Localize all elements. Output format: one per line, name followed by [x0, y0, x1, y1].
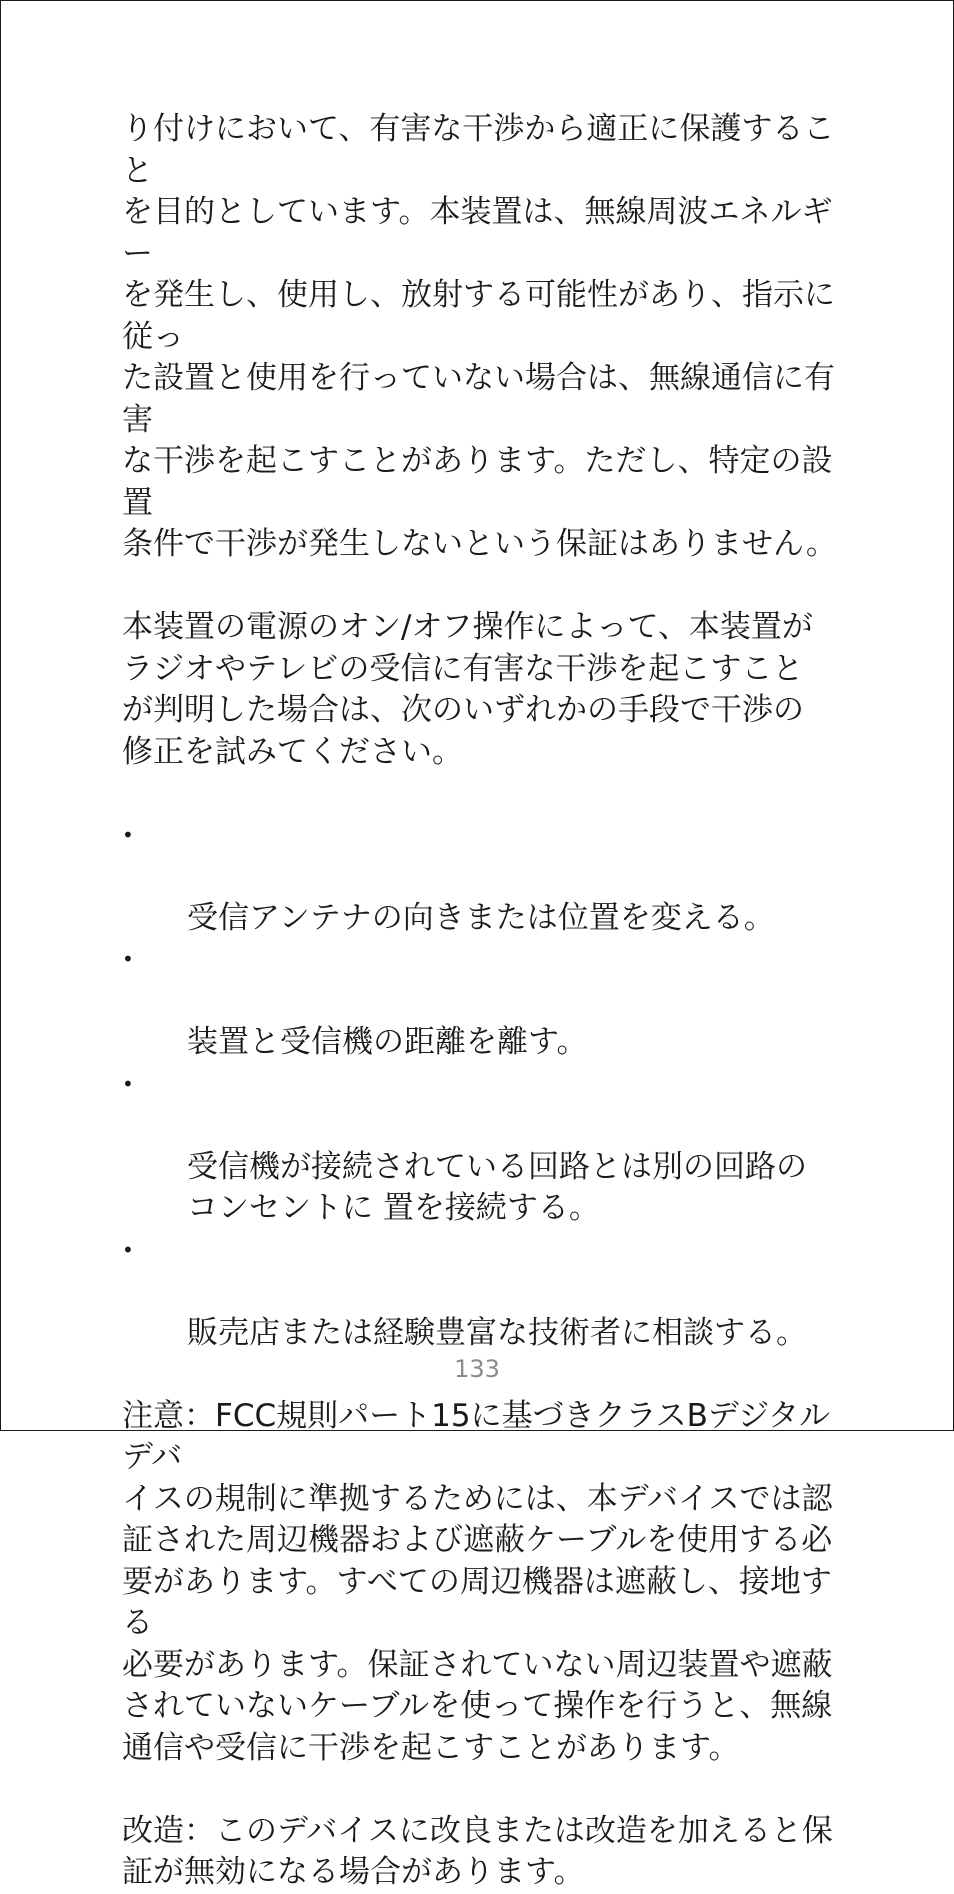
bullet-icon: • — [122, 1071, 134, 1096]
paragraph-gap — [122, 773, 838, 815]
list-item — [122, 1064, 838, 1230]
list-item — [122, 815, 838, 940]
paragraph-gap — [122, 1769, 838, 1811]
page-number: 133 — [454, 1355, 500, 1383]
list-item — [122, 939, 838, 1064]
paragraph-interference-intro: り付けにおいて、有害な干渉から適正に保護すること を目的としています。本装置は、無線周波エネルギー を発生し、使用し、放射する可能性があり、指示に従っ た設置と使用を行っていない場合は、無線通信に有害 な干渉を起こすことがあります。ただし、特定の設置 条件で干渉が発生しないという保証はありません。 — [122, 111, 837, 562]
paragraph-interference-remedy: 本装置の電源のオン/オフ操作によって、本装置が ラジオやテレビの受信に有害な干渉を起こすこと が判明した場合は、次のいずれかの手段で干渉の 修正を試みてください。 — [122, 609, 813, 770]
list-item-text: 受信アンテナの向きまたは位置を変える。 — [187, 899, 775, 936]
bullet-icon: • — [122, 822, 134, 847]
paragraph-modification: 改造：このデバイスに改良または改造を加えると保 証が無効になる場合があります。 — [122, 1812, 833, 1890]
bullet-icon: • — [122, 1237, 134, 1262]
list-item — [122, 1230, 838, 1355]
list-item-text: 販売店または経験豊富な技術者に相談する。 — [187, 1314, 807, 1351]
paragraph-fcc-caution: 注意：FCC規則パート15に基づきクラスBデジタルデバ イスの規制に準拠するためには、本デバイスでは認 証された周辺機器および遮蔽ケーブルを使用する必 要があります。すべての周辺機器は遮蔽し、接地する 必要があります。保証されていない周辺装置や遮蔽 されていないケーブルを使って操作を行うと、無線 通信や受信に干渉を起こすことがあります。 — [122, 1397, 833, 1766]
list-item-text: 装置と受信機の距離を離す。 — [187, 1024, 588, 1060]
list-item-text: 受信機が接続されている回路とは別の回路の コンセントに 置を接続する。 — [187, 1148, 807, 1226]
page-content — [122, 109, 838, 1894]
paragraph-gap — [122, 566, 838, 608]
remedy-list — [122, 815, 838, 1355]
bullet-icon: • — [122, 947, 134, 971]
